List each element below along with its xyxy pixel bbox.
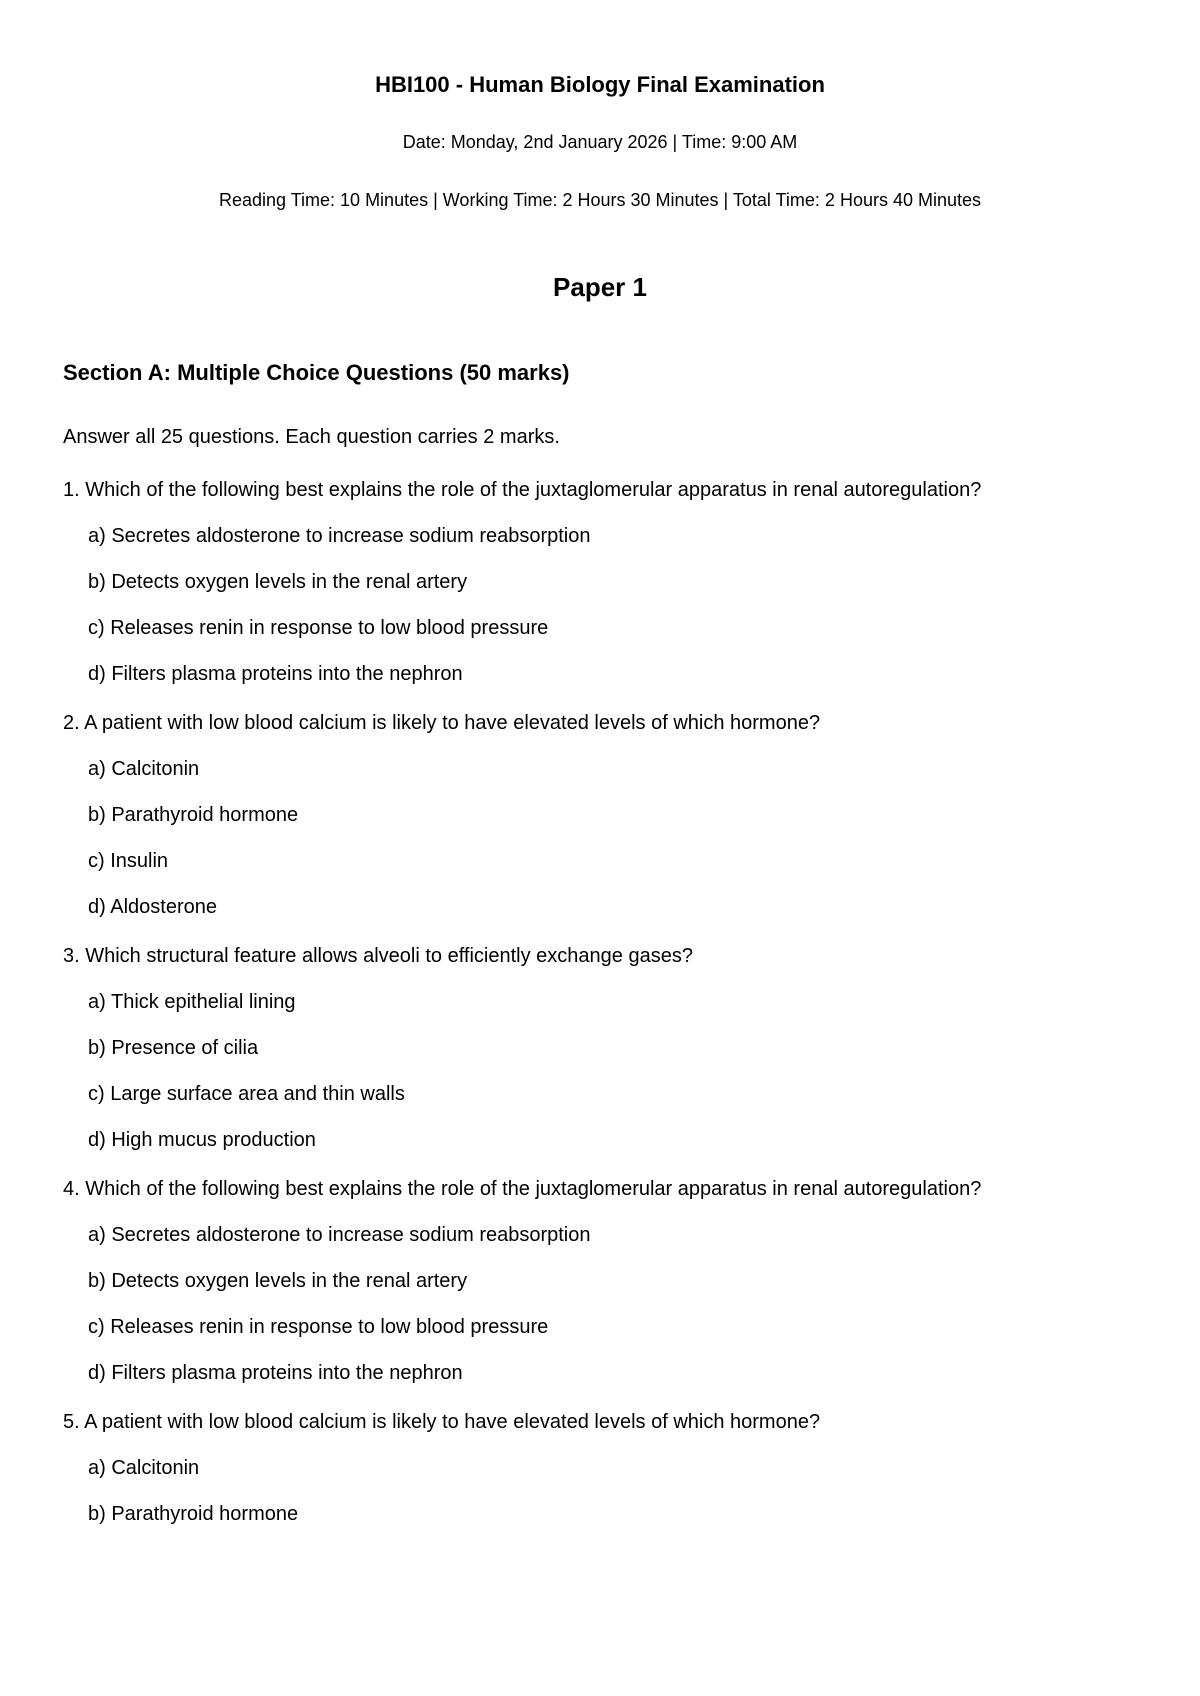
answer-option-b: b) Parathyroid hormone — [88, 804, 299, 826]
exam-times-line: Reading Time: 10 Minutes | Working Time: 2 Hours 30 Minutes | Total Time: 2 Hours 40 Minutes — [218, 190, 982, 210]
answer-option-a: a) Calcitonin — [88, 758, 200, 780]
answer-option-a: a) Calcitonin — [88, 1457, 200, 1479]
answer-option-a: a) Secretes aldosterone to increase sodium reabsorption — [88, 1224, 591, 1246]
answer-option-c: c) Releases renin in response to low blood pressure — [88, 617, 549, 639]
exam-title: HBI100 - Human Biology Final Examination — [375, 72, 825, 97]
question-5 — [63, 1409, 1163, 1527]
question-text: 2. A patient with low blood calcium is likely to have elevated levels of which hormone? — [63, 712, 821, 734]
question-1 — [63, 477, 1163, 687]
paper-title: Paper 1 — [553, 272, 647, 302]
question-text: 5. A patient with low blood calcium is likely to have elevated levels of which hormone? — [63, 1411, 821, 1433]
question-2 — [63, 710, 1163, 920]
answer-option-b: b) Detects oxygen levels in the renal artery — [88, 571, 468, 593]
answer-option-a: a) Secretes aldosterone to increase sodium reabsorption — [88, 525, 591, 547]
question-3 — [63, 943, 1163, 1153]
answer-option-c: c) Large surface area and thin walls — [88, 1083, 405, 1105]
question-text: 4. Which of the following best explains the role of the juxtaglomerular apparatus in renal autoregulation? — [63, 1178, 982, 1200]
question-4 — [63, 1176, 1163, 1386]
answer-option-c: c) Releases renin in response to low blood pressure — [88, 1316, 549, 1338]
section-heading: Section A: Multiple Choice Questions (50 marks) — [63, 360, 570, 385]
answer-option-b: b) Parathyroid hormone — [88, 1503, 299, 1525]
section-instructions: Answer all 25 questions. Each question carries 2 marks. — [63, 426, 560, 448]
question-list — [63, 477, 1163, 1550]
question-text: 3. Which structural feature allows alveoli to efficiently exchange gases? — [63, 945, 693, 967]
answer-option-b: b) Presence of cilia — [88, 1037, 259, 1059]
answer-option-d: d) Filters plasma proteins into the nephron — [88, 663, 463, 685]
answer-option-d: d) Aldosterone — [88, 896, 217, 918]
answer-option-d: d) Filters plasma proteins into the nephron — [88, 1362, 463, 1384]
answer-option-a: a) Thick epithelial lining — [88, 991, 296, 1013]
question-text: 1. Which of the following best explains the role of the juxtaglomerular apparatus in renal autoregulation? — [63, 479, 982, 501]
answer-option-c: c) Insulin — [88, 850, 169, 872]
answer-option-b: b) Detects oxygen levels in the renal artery — [88, 1270, 468, 1292]
answer-option-d: d) High mucus production — [88, 1129, 316, 1151]
exam-date-line: Date: Monday, 2nd January 2026 | Time: 9:00 AM — [402, 132, 798, 152]
